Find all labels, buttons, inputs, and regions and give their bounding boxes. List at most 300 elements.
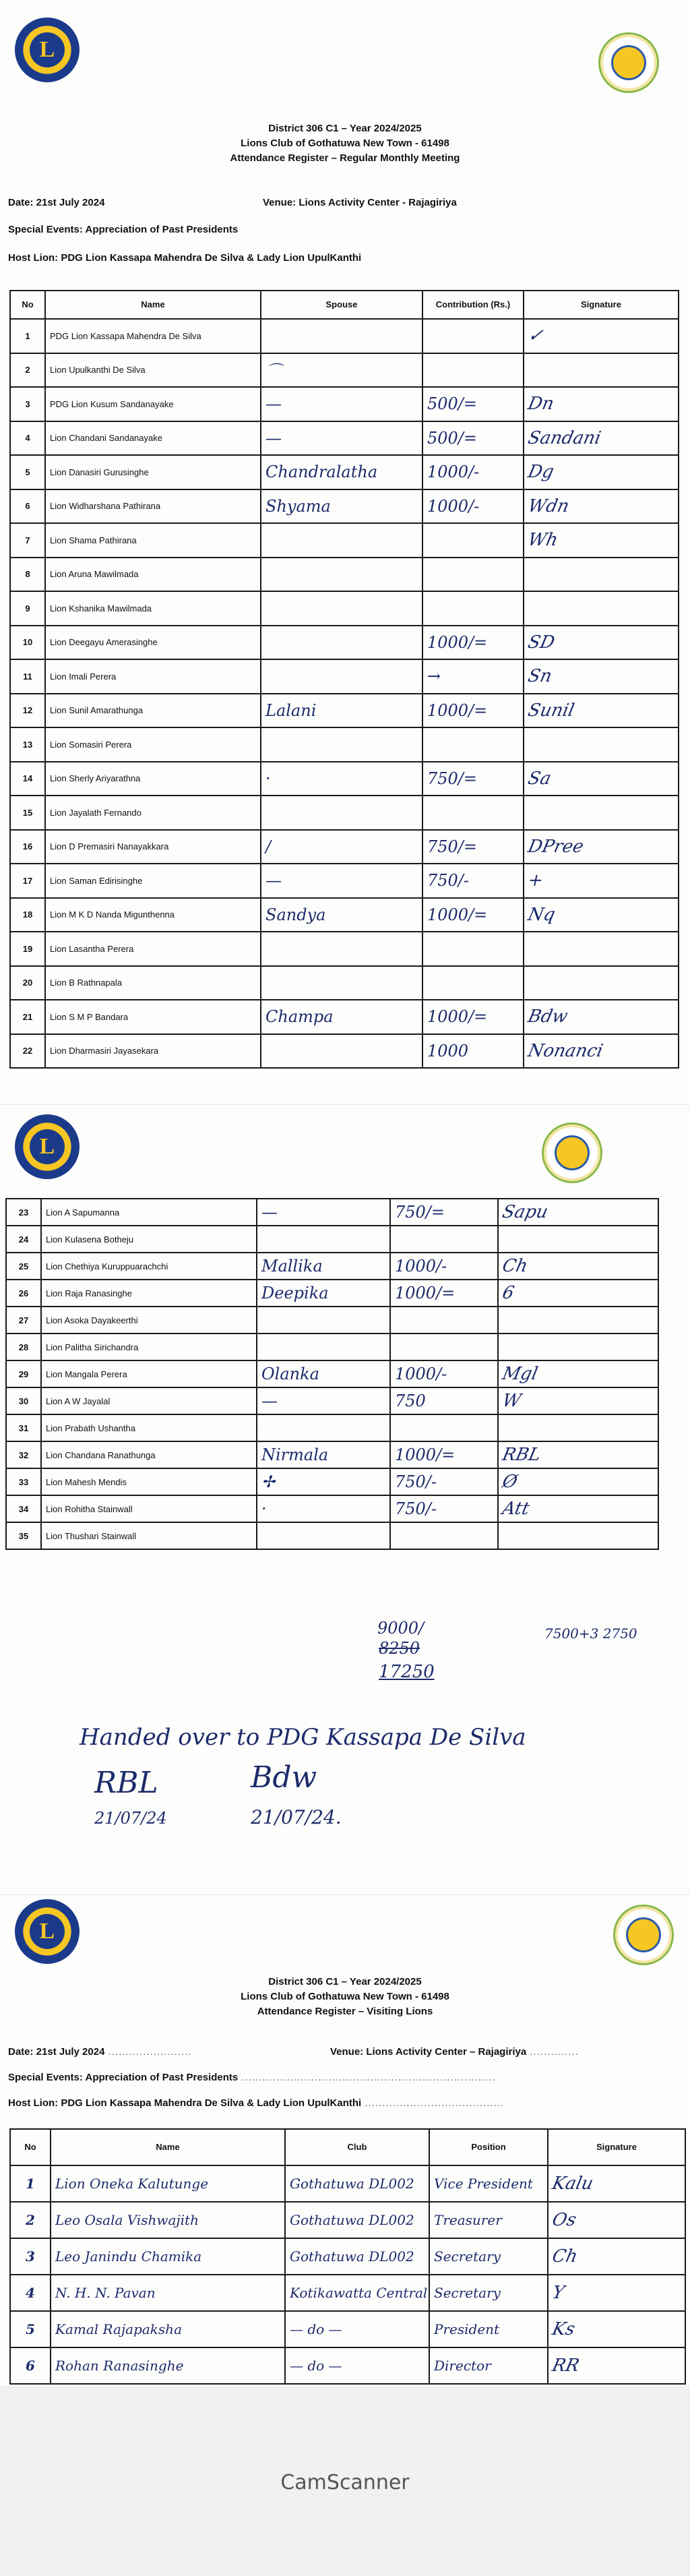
cell-name bbox=[41, 1495, 257, 1522]
cell-name bbox=[45, 353, 261, 388]
meeting-venue: Venue: Lions Activity Center - Rajagiriya bbox=[263, 197, 457, 208]
name-value: Lion Asoka Dayakeerthi bbox=[46, 1315, 138, 1325]
cell-name bbox=[51, 2311, 285, 2347]
cell-club bbox=[285, 2202, 429, 2238]
table-row bbox=[10, 2311, 685, 2347]
contribution-value: 1000/= bbox=[427, 700, 488, 720]
name-value: Lion Shama Pathirana bbox=[50, 535, 137, 545]
contribution-value: 500/= bbox=[427, 428, 478, 448]
table-row bbox=[10, 626, 679, 660]
contribution-value: 1000/= bbox=[427, 905, 488, 924]
cell-signature bbox=[498, 1226, 658, 1253]
signature-value: Sunil bbox=[526, 700, 577, 721]
table-row bbox=[10, 2347, 685, 2384]
table-row bbox=[10, 898, 679, 932]
cell-no bbox=[10, 489, 45, 524]
cell-signature bbox=[524, 387, 679, 421]
table-row bbox=[10, 1000, 679, 1034]
cell-spouse bbox=[261, 932, 422, 966]
name-value: Lion Sunil Amarathunga bbox=[50, 705, 144, 716]
cell-signature bbox=[524, 353, 679, 388]
signature-value: Nonanci bbox=[526, 1040, 605, 1061]
table-row bbox=[6, 1334, 658, 1360]
meeting-venue: Venue: Lions Activity Center – Rajagiriya .............. bbox=[330, 2046, 579, 2058]
cell-spouse bbox=[257, 1226, 390, 1253]
cell-contribution bbox=[422, 727, 524, 762]
club-heading: Lions Club of Gothatuwa New Town - 61498 bbox=[241, 1991, 449, 2002]
total-line-1: 9000/ bbox=[377, 1619, 425, 1638]
position-value: Vice President bbox=[434, 2176, 533, 2192]
signature-value: + bbox=[526, 870, 545, 891]
spouse-value: — bbox=[261, 1203, 278, 1222]
name-value: Lion Chethiya Kuruppuarachchi bbox=[46, 1261, 168, 1271]
cell-spouse bbox=[261, 830, 422, 864]
spouse-value: Shyama bbox=[265, 496, 331, 516]
cell-name bbox=[45, 830, 261, 864]
cell-signature bbox=[498, 1441, 658, 1468]
table-row bbox=[10, 319, 679, 353]
signature-value: RR bbox=[550, 2356, 582, 2376]
no-value: 32 bbox=[18, 1449, 29, 1460]
cell-name bbox=[45, 489, 261, 524]
name-value: Lion Kulasena Botheju bbox=[46, 1234, 134, 1245]
cell-contribution bbox=[422, 898, 524, 932]
signature-value: Os bbox=[550, 2210, 578, 2230]
cell-no bbox=[10, 864, 45, 898]
cell-signature bbox=[524, 1000, 679, 1034]
cell-signature bbox=[524, 558, 679, 592]
name-value: Lion Prabath Ushantha bbox=[46, 1422, 135, 1433]
no-value: 35 bbox=[18, 1530, 29, 1541]
signature-value: Kalu bbox=[550, 2174, 596, 2194]
table-row bbox=[6, 1414, 658, 1441]
cell-contribution bbox=[390, 1522, 498, 1549]
name-value: Lion Kshanika Mawilmada bbox=[50, 603, 152, 613]
signature-value: W bbox=[500, 1391, 523, 1411]
cell-name bbox=[45, 1000, 261, 1034]
table-row bbox=[6, 1226, 658, 1253]
cell-club bbox=[285, 2347, 429, 2384]
cell-no bbox=[10, 2238, 51, 2275]
contribution-value: 1000/- bbox=[395, 1257, 447, 1276]
contribution-value: 1000/- bbox=[427, 462, 480, 482]
cell-contribution bbox=[422, 830, 524, 864]
cell-no bbox=[10, 966, 45, 1000]
table-row bbox=[10, 694, 679, 728]
cell-signature bbox=[524, 727, 679, 762]
signature-value: Wdn bbox=[526, 496, 571, 516]
club-heading: Lions Club of Gothatuwa New Town - 61498 bbox=[241, 138, 449, 149]
cell-signature bbox=[524, 626, 679, 660]
table-row bbox=[10, 762, 679, 796]
no-value: 14 bbox=[22, 773, 33, 784]
cell-name bbox=[41, 1307, 257, 1334]
cell-name bbox=[41, 1387, 257, 1414]
cell-contribution bbox=[390, 1334, 498, 1360]
cell-signature bbox=[524, 966, 679, 1000]
cell-name bbox=[41, 1360, 257, 1387]
cell-no bbox=[6, 1414, 41, 1441]
no-value: 27 bbox=[18, 1315, 29, 1325]
spouse-value: — bbox=[265, 871, 282, 891]
signature-value: Bdw bbox=[526, 1007, 570, 1027]
cell-spouse bbox=[261, 727, 422, 762]
cell-spouse bbox=[257, 1307, 390, 1334]
cell-signature bbox=[524, 796, 679, 830]
table-row bbox=[6, 1199, 658, 1226]
cell-signature bbox=[524, 932, 679, 966]
register-page-2 bbox=[0, 1104, 690, 1895]
cell-no bbox=[6, 1307, 41, 1334]
col-club: Club bbox=[285, 2129, 429, 2165]
name-value: Lion Mahesh Mendis bbox=[46, 1476, 127, 1487]
cell-signature bbox=[524, 659, 679, 694]
spouse-value: Champa bbox=[265, 1007, 334, 1027]
no-value: 7 bbox=[25, 535, 30, 545]
table-row bbox=[6, 1468, 658, 1495]
name-value: Lion A W Jayalal bbox=[46, 1396, 111, 1406]
register-page-1 bbox=[0, 0, 690, 1104]
name-value: Leo Janindu Chamika bbox=[55, 2248, 202, 2265]
cell-signature bbox=[498, 1522, 658, 1549]
signature-value: Ks bbox=[550, 2319, 577, 2339]
name-value: Lion Danasiri Gurusinghe bbox=[50, 467, 149, 477]
cell-name bbox=[41, 1199, 257, 1226]
cell-contribution bbox=[422, 591, 524, 626]
cell-contribution bbox=[422, 966, 524, 1000]
cell-name bbox=[45, 898, 261, 932]
spouse-value: Sandya bbox=[265, 905, 326, 924]
table-row bbox=[10, 2202, 685, 2238]
cell-no bbox=[6, 1226, 41, 1253]
no-value: 8 bbox=[25, 569, 30, 580]
no-value: 10 bbox=[22, 637, 33, 648]
signature-value: Ø bbox=[500, 1472, 520, 1492]
cell-spouse bbox=[257, 1334, 390, 1360]
no-value: 21 bbox=[22, 1011, 33, 1022]
no-value: 19 bbox=[22, 943, 33, 954]
cell-name bbox=[45, 762, 261, 796]
cell-signature bbox=[548, 2311, 685, 2347]
col-contribution: Contribution (Rs.) bbox=[422, 291, 524, 319]
cell-spouse bbox=[261, 455, 422, 489]
name-value: Leo Osala Vishwajith bbox=[55, 2212, 199, 2228]
name-value: Lion Imali Perera bbox=[50, 671, 117, 682]
district-heading: District 306 C1 – Year 2024/2025 bbox=[268, 123, 422, 134]
signature-value: Sandani bbox=[526, 427, 603, 448]
cell-spouse bbox=[257, 1387, 390, 1414]
cell-signature bbox=[524, 762, 679, 796]
contribution-value: → bbox=[427, 667, 441, 686]
contribution-value: 750/- bbox=[395, 1499, 437, 1518]
cell-name bbox=[45, 1034, 261, 1069]
cell-contribution bbox=[390, 1199, 498, 1226]
cell-spouse bbox=[261, 1000, 422, 1034]
club-emblem-icon bbox=[613, 1905, 674, 1965]
no-value: 29 bbox=[18, 1369, 29, 1379]
contribution-value: 750/= bbox=[427, 837, 478, 856]
name-value: Lion Dharmasiri Jayasekara bbox=[50, 1046, 159, 1056]
cell-no bbox=[10, 830, 45, 864]
register-heading: Attendance Register – Visiting Lions bbox=[257, 2006, 433, 2017]
cell-contribution bbox=[422, 558, 524, 592]
no-value: 30 bbox=[18, 1396, 29, 1406]
name-value: Lion Aruna Mawilmada bbox=[50, 569, 139, 580]
cell-spouse bbox=[261, 659, 422, 694]
cell-signature bbox=[524, 591, 679, 626]
cell-name bbox=[51, 2347, 285, 2384]
cell-spouse bbox=[257, 1441, 390, 1468]
register-page-3 bbox=[0, 1894, 690, 2387]
cell-contribution bbox=[422, 694, 524, 728]
club-value: Gothatuwa DL002 bbox=[290, 2212, 414, 2228]
cell-signature bbox=[498, 1387, 658, 1414]
cell-contribution bbox=[422, 353, 524, 388]
cell-no bbox=[10, 2165, 51, 2202]
cell-no bbox=[10, 387, 45, 421]
name-value: Lion Upulkanthi De Silva bbox=[50, 365, 146, 376]
cell-name bbox=[45, 694, 261, 728]
signature-value: Sapu bbox=[500, 1202, 550, 1222]
cell-no bbox=[6, 1468, 41, 1495]
members-attendance-table bbox=[9, 290, 679, 1069]
register-heading: Attendance Register – Regular Monthly Meeting bbox=[230, 152, 460, 164]
contribution-value: 1000/- bbox=[395, 1365, 447, 1383]
cell-spouse bbox=[261, 694, 422, 728]
name-value: Lion Chandani Sandanayake bbox=[50, 433, 162, 444]
table-row bbox=[10, 864, 679, 898]
handover-signature-right: Bdw bbox=[251, 1760, 317, 1795]
table-row bbox=[6, 1522, 658, 1549]
no-value: 20 bbox=[22, 978, 33, 988]
contribution-value: 1000/= bbox=[427, 632, 488, 652]
name-value: Lion Jayalath Fernando bbox=[50, 807, 142, 818]
name-value: Lion Thushari Stainwall bbox=[46, 1530, 137, 1541]
table-row bbox=[10, 353, 679, 388]
cell-club bbox=[285, 2165, 429, 2202]
spouse-value: Deepika bbox=[261, 1284, 329, 1302]
spouse-value: — bbox=[265, 428, 282, 448]
cell-signature bbox=[498, 1199, 658, 1226]
position-value: President bbox=[434, 2321, 500, 2337]
cell-signature bbox=[498, 1253, 658, 1280]
cell-name bbox=[45, 387, 261, 421]
cell-spouse bbox=[261, 319, 422, 353]
cell-no bbox=[10, 2311, 51, 2347]
table-row bbox=[6, 1441, 658, 1468]
contribution-value: 750/- bbox=[427, 871, 470, 891]
table-row bbox=[6, 1360, 658, 1387]
cell-spouse bbox=[261, 591, 422, 626]
cell-signature bbox=[548, 2347, 685, 2384]
contribution-value: 1000/= bbox=[395, 1445, 456, 1464]
cell-club bbox=[285, 2311, 429, 2347]
cell-spouse bbox=[261, 421, 422, 456]
spouse-value: · bbox=[261, 1499, 267, 1518]
no-value: 33 bbox=[18, 1476, 29, 1487]
no-value: 3 bbox=[25, 398, 30, 409]
handover-date-right: 21/07/24. bbox=[251, 1806, 342, 1828]
cell-signature bbox=[548, 2165, 685, 2202]
lions-emblem-icon: L bbox=[15, 18, 80, 82]
signature-value: DPree bbox=[526, 836, 586, 857]
no-value: 2 bbox=[26, 2212, 35, 2228]
cell-no bbox=[10, 796, 45, 830]
signature-value: Sn bbox=[526, 666, 554, 687]
signature-value: SD bbox=[526, 632, 557, 653]
no-value: 5 bbox=[26, 2321, 35, 2337]
table-row bbox=[10, 1034, 679, 1069]
signature-value: Y bbox=[550, 2283, 567, 2303]
spouse-value: Olanka bbox=[261, 1365, 319, 1383]
table-row bbox=[6, 1387, 658, 1414]
no-value: 3 bbox=[26, 2248, 35, 2265]
table-row bbox=[10, 558, 679, 592]
no-value: 34 bbox=[18, 1503, 29, 1514]
cell-signature bbox=[524, 898, 679, 932]
table-row bbox=[6, 1253, 658, 1280]
col-position: Position bbox=[429, 2129, 548, 2165]
cell-spouse bbox=[261, 626, 422, 660]
cell-name bbox=[45, 421, 261, 456]
scanner-app-name: CamScanner bbox=[280, 2471, 410, 2494]
contribution-value: 750/= bbox=[395, 1203, 445, 1222]
cell-name bbox=[45, 659, 261, 694]
spouse-value: ✢ bbox=[261, 1472, 276, 1491]
cell-no bbox=[10, 694, 45, 728]
cell-signature bbox=[498, 1468, 658, 1495]
col-no: No bbox=[10, 2129, 51, 2165]
signature-value: 6 bbox=[500, 1283, 516, 1303]
spouse-value: · bbox=[265, 769, 271, 788]
table-row bbox=[10, 932, 679, 966]
cell-signature bbox=[524, 523, 679, 558]
spouse-value: — bbox=[261, 1391, 278, 1410]
cell-spouse bbox=[261, 864, 422, 898]
cell-no bbox=[6, 1253, 41, 1280]
cell-contribution bbox=[422, 523, 524, 558]
cell-club bbox=[285, 2238, 429, 2275]
signature-value: Sa bbox=[526, 768, 553, 789]
col-spouse: Spouse bbox=[261, 291, 422, 319]
cell-no bbox=[6, 1495, 41, 1522]
cell-no bbox=[10, 523, 45, 558]
cell-club bbox=[285, 2275, 429, 2311]
spouse-value: Lalani bbox=[265, 700, 317, 720]
no-value: 18 bbox=[22, 909, 33, 920]
cell-contribution bbox=[390, 1253, 498, 1280]
cell-signature bbox=[524, 489, 679, 524]
position-value: Director bbox=[434, 2358, 491, 2374]
cell-no bbox=[10, 2275, 51, 2311]
name-value: Lion Chandana Ranathunga bbox=[46, 1449, 156, 1460]
cell-no bbox=[10, 727, 45, 762]
no-value: 2 bbox=[25, 365, 30, 376]
cell-no bbox=[6, 1522, 41, 1549]
cell-no bbox=[10, 353, 45, 388]
contribution-value: 750/= bbox=[427, 769, 478, 788]
signature-value: Mgl bbox=[500, 1364, 540, 1384]
cell-contribution bbox=[422, 659, 524, 694]
cell-contribution bbox=[422, 421, 524, 456]
cell-contribution bbox=[390, 1307, 498, 1334]
cell-signature bbox=[498, 1334, 658, 1360]
table-row bbox=[10, 2165, 685, 2202]
table-row bbox=[10, 830, 679, 864]
cell-signature bbox=[524, 1034, 679, 1069]
cell-contribution bbox=[390, 1441, 498, 1468]
cell-signature bbox=[498, 1414, 658, 1441]
name-value: N. H. N. Pavan bbox=[55, 2285, 156, 2301]
no-value: 28 bbox=[18, 1342, 29, 1352]
cell-name bbox=[51, 2238, 285, 2275]
cell-spouse bbox=[257, 1468, 390, 1495]
cell-contribution bbox=[390, 1468, 498, 1495]
cell-spouse bbox=[261, 489, 422, 524]
cell-name bbox=[41, 1253, 257, 1280]
cell-contribution bbox=[422, 626, 524, 660]
name-value: Lion Oneka Kalutunge bbox=[55, 2176, 209, 2192]
no-value: 16 bbox=[22, 841, 33, 852]
signature-value: Nq bbox=[526, 904, 557, 925]
table-row bbox=[10, 455, 679, 489]
name-value: Lion Widharshana Pathirana bbox=[50, 501, 161, 512]
no-value: 5 bbox=[25, 467, 30, 477]
cell-no bbox=[10, 558, 45, 592]
position-value: Secretary bbox=[434, 2285, 501, 2301]
cell-spouse bbox=[257, 1414, 390, 1441]
cell-no bbox=[6, 1441, 41, 1468]
cell-spouse bbox=[257, 1280, 390, 1307]
cell-signature bbox=[524, 864, 679, 898]
visiting-lions-table bbox=[9, 2128, 686, 2385]
club-emblem-icon bbox=[542, 1122, 602, 1183]
cell-no bbox=[6, 1334, 41, 1360]
table-row bbox=[10, 387, 679, 421]
cell-spouse bbox=[261, 796, 422, 830]
cell-contribution bbox=[422, 762, 524, 796]
district-heading: District 306 C1 – Year 2024/2025 bbox=[268, 1976, 422, 1987]
cell-signature bbox=[524, 421, 679, 456]
name-value: Lion Palitha Sirichandra bbox=[46, 1342, 139, 1352]
cell-position bbox=[429, 2311, 548, 2347]
table-row bbox=[10, 966, 679, 1000]
no-value: 6 bbox=[25, 501, 30, 512]
name-value: Lion Deegayu Amerasinghe bbox=[50, 637, 158, 648]
no-value: 17 bbox=[22, 875, 33, 886]
col-name: Name bbox=[45, 291, 261, 319]
table-row bbox=[10, 489, 679, 524]
table-row bbox=[10, 727, 679, 762]
no-value: 15 bbox=[22, 807, 33, 818]
cell-name bbox=[41, 1414, 257, 1441]
col-no: No bbox=[10, 291, 45, 319]
cell-name bbox=[41, 1226, 257, 1253]
contribution-value: 750 bbox=[395, 1391, 426, 1410]
spouse-value: Mallika bbox=[261, 1257, 323, 1276]
signature-value: Dn bbox=[526, 394, 556, 415]
no-value: 13 bbox=[22, 739, 33, 750]
cell-name bbox=[41, 1522, 257, 1549]
cell-no bbox=[10, 2347, 51, 2384]
cell-name bbox=[51, 2165, 285, 2202]
no-value: 9 bbox=[25, 603, 30, 613]
cell-signature bbox=[498, 1307, 658, 1334]
no-value: 1 bbox=[25, 330, 30, 341]
col-signature: Signature bbox=[524, 291, 679, 319]
cell-name bbox=[51, 2202, 285, 2238]
position-value: Treasurer bbox=[434, 2212, 502, 2228]
